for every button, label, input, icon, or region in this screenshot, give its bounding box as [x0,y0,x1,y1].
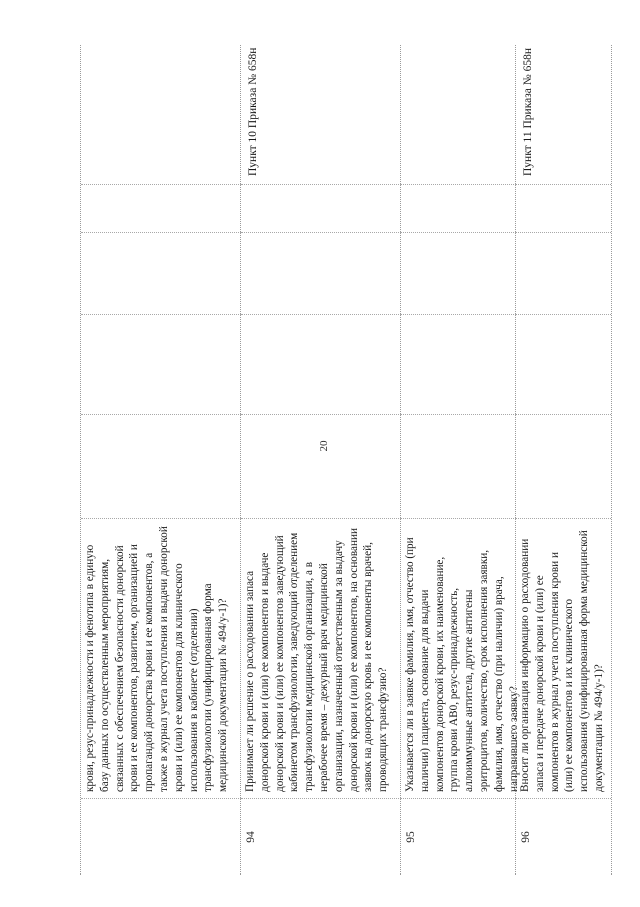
table-row [80,45,241,875]
answer-cell-yes [516,415,611,519]
legal-reference: Пункт 10 Приказа № 658н [241,45,401,185]
answer-cell-na [81,233,241,315]
question-text: Вносит ли организация информацию о расходовании запаса и передаче донорской крови и (или) ее компонентов в журнал учета поступления крови и (или) ее компонентов и их клинического использования (унифицированная форма медицинской документации № 494/у-1)? [516,519,611,799]
legal-reference: Пункт 11 Приказа № 658н [516,45,611,185]
answer-cell-yes [401,415,516,519]
row-number: 95 [405,831,417,843]
legal-reference [401,45,516,185]
question-text: крови, резус-принадлежности и фенотипа в единую базу данных по осуществленным мероприятиям, связанных с обеспечением безопасности донорской крови и ее компонентов, развитием, организацией и пропагандой донорства крови и ее компонентов, а также в журнал учета поступления и выдачи донорской крови и (или) ее компонентов для клинического использования в кабинете (отделении) трансфузиологии (унифицированная форма медицинской документации № 494/у-1)? [81,519,241,799]
answer-cell-no [241,315,401,415]
row-number [81,799,241,875]
row-number: 96 [520,831,532,843]
answer-cell-na [241,233,401,315]
answer-cell-no [516,315,611,415]
answer-cell-na [401,233,516,315]
question-text: Указывается ли в заявке фамилия, имя, отчество (при наличии) пациента, основание для выдачи компонентов донорской крови, их наименование, группа крови АВ0, резус-принадлежность, аллоиммунные антитела, другие антигены эритроцитов, количество, срок исполнения заявки, фамилия, имя, отчество (при наличии) врача, направившего заявку? [401,519,516,799]
answer-cell-note [241,185,401,233]
page-number: 20 [318,440,330,452]
table-row [515,45,612,875]
answer-cell-note [401,185,516,233]
row-number: 94 [245,831,257,843]
question-text: Принимает ли решение о расходовании запаса донорской крови и (или) ее компонентов и выдаче донорской крови и (или) ее компонентов заведующий кабинетом трансфузиологии, заведующий отделением трансфузиологии медицинской организации, а в нерабочее время – дежурный врач медицинской организации, назначенный ответственным за выдачу донорской крови и (или) ее компонентов, на основании заявок на донорскую кровь и ее компоненты врачей, проводящих трансфузию? [241,519,401,799]
table-row [400,45,520,875]
answer-cell-yes [241,415,401,519]
checklist-table [80,45,605,875]
table-row [240,45,401,875]
answer-cell-yes [81,415,241,519]
legal-reference [81,45,241,185]
answer-cell-note [81,185,241,233]
answer-cell-no [401,315,516,415]
answer-cell-note [516,185,611,233]
answer-cell-no [81,315,241,415]
answer-cell-na [516,233,611,315]
